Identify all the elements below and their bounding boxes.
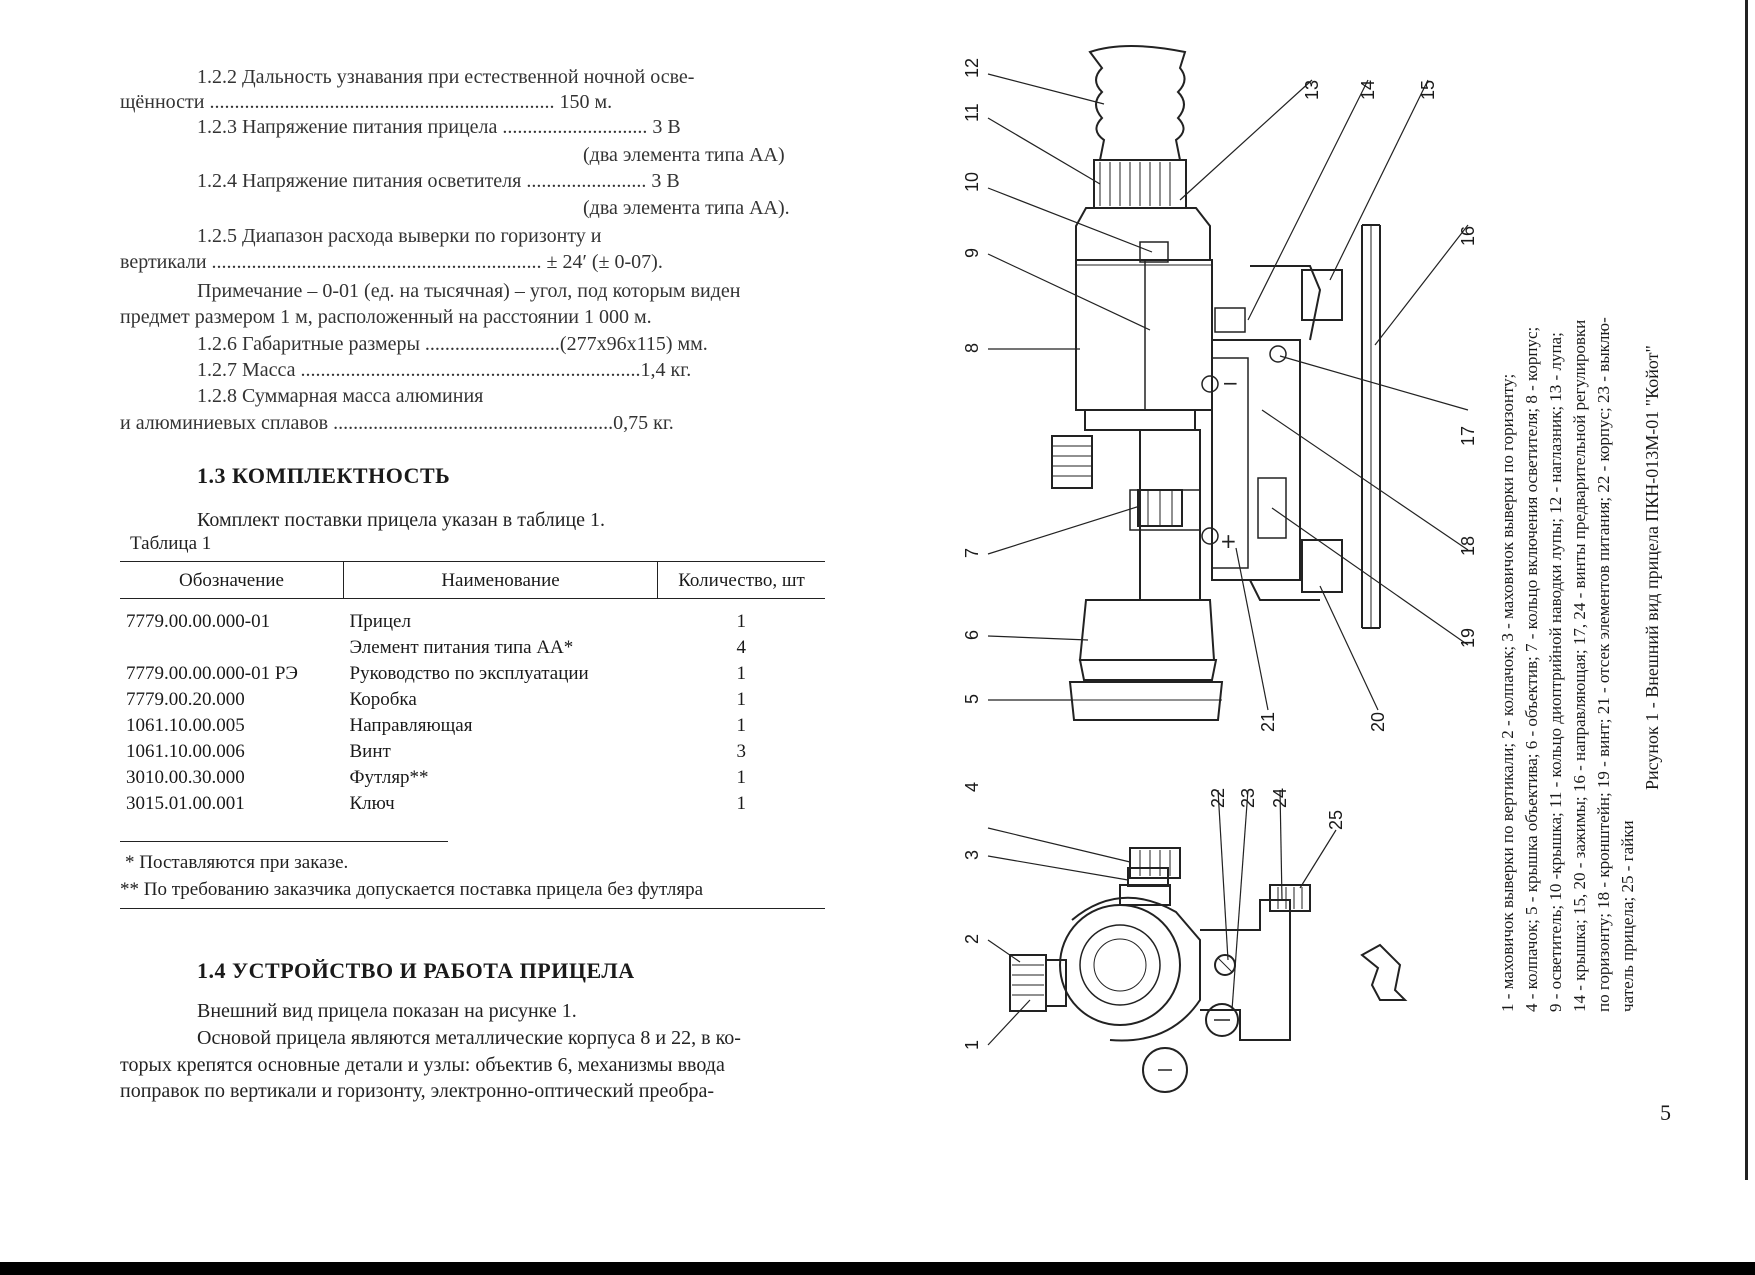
spec-122-line1: 1.2.2 Дальность узнавания при естественной ночной осве- (197, 66, 695, 88)
table-row: 1061.10.00.005 Направляющая 1 (126, 715, 746, 736)
side-knob-drawing (1052, 436, 1092, 488)
callout-13: 13 (1302, 79, 1322, 100)
caption-line-6: чатель прицела; 25 - гайки (1618, 820, 1637, 1012)
callout-2: 2 (962, 933, 982, 944)
callout-20: 20 (1368, 711, 1388, 732)
callout-17: 17 (1458, 425, 1478, 446)
eyecup-drawing (1090, 46, 1185, 160)
scan-bottom-border (0, 1262, 1755, 1275)
callout-3: 3 (962, 849, 982, 860)
callout-8: 8 (962, 342, 982, 353)
loupe-housing-drawing (1076, 208, 1210, 260)
header-designation: Обозначение (120, 562, 344, 599)
caption-line-5: по горизонту; 18 - кронштейн; 19 - винт; 21 - отсек элементов питания; 22 - корпус; 23 - выклю- (1594, 317, 1613, 1012)
spec-122-line2: щённости ..................................................................... 150 м. (120, 91, 613, 113)
spec-124-line2: (два элемента типа АА). (583, 197, 790, 219)
callout-25: 25 (1326, 809, 1346, 830)
clamp-top-drawing (1302, 270, 1342, 320)
illuminator-drawing (1145, 260, 1212, 410)
table-row: Элемент питания типа АА* 4 (349, 637, 746, 658)
footnote-2: ** По требованию заказчика допускается поставка прицела без футляра (120, 879, 704, 900)
objective-drawing (1080, 600, 1214, 660)
callout-19: 19 (1458, 627, 1478, 648)
callout-leaders (988, 74, 1468, 1045)
callout-22: 22 (1208, 787, 1228, 808)
spec-125-line1: 1.2.5 Диапазон расхода выверки по горизонту и (197, 225, 602, 247)
clamp-bottom-drawing (1302, 540, 1342, 592)
callout-6: 6 (962, 629, 982, 640)
figure-title: Рисунок 1 - Внешний вид прицела ПКН-013М-01 "Койот" (1642, 345, 1662, 790)
table-row: 7779.00.00.000-01 Прицел 1 (126, 611, 746, 632)
note-line2: предмет размером 1 м, расположенный на расстоянии 1 000 м. (120, 306, 652, 328)
callout-10: 10 (962, 171, 982, 192)
spec-123-line1: 1.2.3 Напряжение питания прицела ............................. 3 В (197, 116, 681, 138)
table-row: 7779.00.00.000-01 РЭ Руководство по эксплуатации 1 (126, 663, 746, 684)
header-quantity: Количество, шт (658, 562, 826, 599)
spec-125-line2: вертикали .................................................................. ± 24′ (± 0-07). (120, 251, 663, 273)
callout-16: 16 (1458, 225, 1478, 246)
para-1: Внешний вид прицела показан на рисунке 1. (197, 1000, 577, 1022)
page-right-edge (1745, 0, 1748, 1180)
callout-4: 4 (962, 781, 982, 792)
page-number: 5 (1660, 1100, 1671, 1125)
svg-text:−: − (1222, 371, 1239, 395)
callout-24: 24 (1270, 787, 1290, 808)
callout-11: 11 (962, 103, 982, 122)
callout-21: 21 (1258, 711, 1278, 732)
scope-front-view-drawing (1010, 848, 1405, 1092)
objective-cap-drawing (1070, 682, 1222, 720)
header-name: Наименование (344, 562, 658, 599)
callout-18: 18 (1458, 535, 1478, 556)
caption-line-3: 9 - осветитель; 10 -крышка; 11 - кольцо диоптрийной наводки лупы; 12 - наглазник; 13 - лупа; (1546, 332, 1565, 1012)
table-row: 3010.00.30.000 Футляр** 1 (126, 767, 746, 788)
callout-23: 23 (1238, 787, 1258, 808)
horizontal-knob-cap-drawing (1130, 848, 1180, 878)
spec-128-line1: 1.2.8 Суммарная масса алюминия (197, 385, 484, 407)
callout-1: 1 (962, 1039, 982, 1050)
para-2-line2: торых крепятся основные детали и узлы: объектив 6, механизмы ввода (120, 1054, 725, 1076)
section-13-text: Комплект поставки прицела указан в таблице 1. (197, 509, 606, 531)
callout-5: 5 (962, 693, 982, 704)
callout-14: 14 (1358, 79, 1378, 100)
caption-line-1: 1 - маховичок выверки по вертикали; 2 - колпачок; 3 - маховичок выверки по горизонту; (1498, 373, 1517, 1012)
callout-12: 12 (962, 57, 982, 78)
spec-124-line1: 1.2.4 Напряжение питания осветителя ........................ 3 В (197, 170, 680, 192)
table-row: 3015.01.00.001 Ключ 1 (126, 793, 746, 814)
note-line1: Примечание – 0-01 (ед. на тысячная) – угол, под которым виден (197, 280, 741, 302)
caption-line-4: 14 - крышка; 15, 20 - зажимы; 16 - направляющая; 17, 24 - винты предварительной регулировки (1570, 319, 1589, 1012)
rail-drawing (1362, 225, 1380, 628)
spec-123-line2: (два элемента типа АА) (583, 144, 785, 166)
table-caption: Таблица 1 (130, 533, 212, 554)
spec-128-line2: и алюминиевых сплавов ........................................................0,75 кг. (120, 412, 674, 434)
caption-line-2: 4 - колпачок; 5 - крышка объектива; 6 - объектив; 7 - кольцо включения осветителя; 8 - корпус; (1522, 326, 1541, 1012)
spec-126: 1.2.6 Габаритные размеры ...........................(277х96х115) мм. (197, 333, 708, 355)
table-row: 7779.00.20.000 Коробка 1 (126, 689, 746, 710)
callout-15: 15 (1418, 79, 1438, 100)
svg-text:+: + (1220, 529, 1237, 553)
spec-127: 1.2.7 Масса ....................................................................1,4 кг. (197, 359, 692, 381)
main-body-drawing (1076, 260, 1212, 410)
table-row: 1061.10.00.006 Винт 3 (126, 741, 746, 762)
callout-7: 7 (962, 547, 982, 558)
callout-9: 9 (962, 247, 982, 258)
footnote-1: * Поставляются при заказе. (125, 852, 349, 873)
para-2-line3: поправок по вертикали и горизонту, электронно-оптический преобра- (120, 1080, 715, 1102)
para-2-line1: Основой прицела являются металлические корпуса 8 и 22, в ко- (197, 1027, 741, 1049)
section-13-title: 1.3 КОМПЛЕКТНОСТЬ (197, 463, 451, 488)
section-14-title: 1.4 УСТРОЙСТВО И РАБОТА ПРИЦЕЛА (197, 958, 635, 983)
